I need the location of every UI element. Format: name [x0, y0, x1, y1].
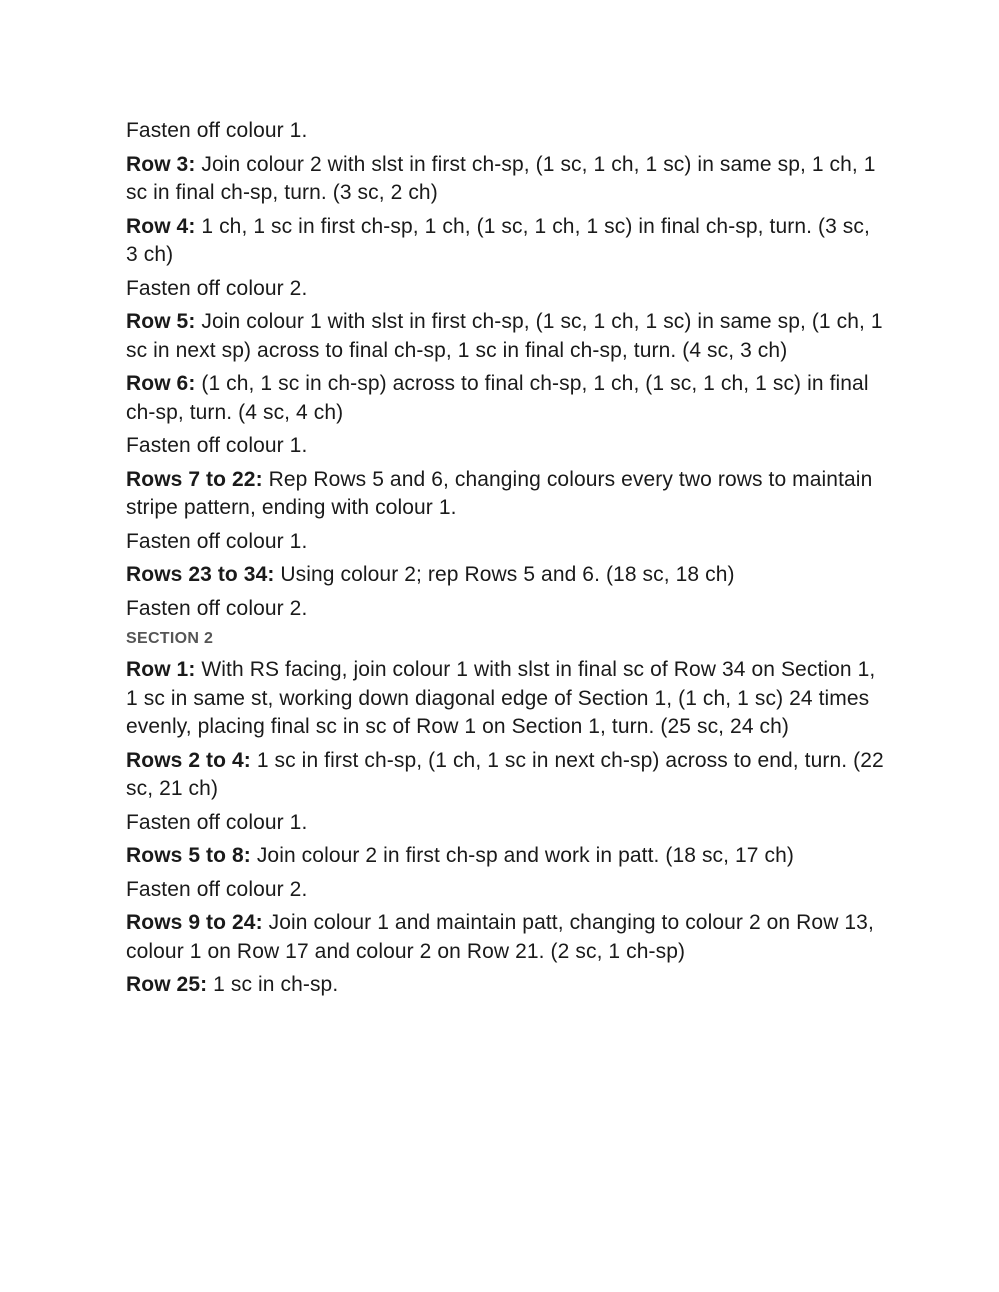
row-label: Rows 9 to 24: [126, 911, 263, 934]
row-text: Rep Rows 5 and 6, changing colours every two rows to maintain stripe pattern, ending with colour 1. [126, 467, 873, 519]
row-label: Rows 7 to 22: [126, 467, 263, 491]
row-instruction [126, 747, 886, 804]
row-label: Row 1: [126, 658, 196, 681]
row-text: Join colour 1 with slst in first ch-sp, (1 sc, 1 ch, 1 sc) in same sp, (1 ch, 1 sc in next sp) across to final ch-sp, 1 sc in final ch-sp, turn. (4 sc, 3 ch) [126, 310, 883, 362]
row-text: 1 sc in first ch-sp, (1 ch, 1 sc in next ch-sp) across to end, turn. (22 sc, 21 ch) [126, 748, 884, 800]
row-text: With RS facing, join colour 1 with slst in final sc of Row 34 on Section 1, 1 sc in same st, working down diagonal edge of Section 1, (1 ch, 1 sc) 24 times evenly, placing final sc in sc of Row 1 on Section 1, turn. (25 sc, 24 ch) [126, 658, 876, 738]
row-text: Join colour 2 in first ch-sp and work in patt. (18 sc, 17 ch) [250, 844, 794, 867]
fasten-off-note: Fasten off colour 2. [126, 877, 308, 901]
fasten-off-note: Fasten off colour 2. [126, 276, 308, 300]
section-heading: SECTION 2 [126, 630, 214, 647]
row-instruction [126, 466, 886, 523]
row-instruction [126, 656, 886, 742]
fasten-off-note: Fasten off colour 1. [126, 810, 308, 834]
row-label: Row 5: [126, 310, 196, 333]
row-instruction [126, 151, 886, 208]
row-instruction [126, 308, 886, 365]
row-instruction [126, 213, 886, 270]
row-text: 1 sc in ch-sp. [207, 973, 339, 996]
row-instruction [126, 561, 886, 590]
row-label: Rows 2 to 4: [126, 748, 251, 772]
row-text: 1 ch, 1 sc in first ch-sp, 1 ch, (1 sc, 1 ch, 1 sc) in final ch-sp, turn. (3 sc, 3 ch) [126, 214, 870, 266]
fasten-off-note: Fasten off colour 2. [126, 596, 308, 620]
row-label: Row 3: [126, 152, 196, 176]
row-label: Rows 5 to 8: [126, 844, 251, 867]
row-label: Row 25: [126, 973, 208, 996]
pattern-document [126, 117, 886, 1005]
row-text: (1 ch, 1 sc in ch-sp) across to final ch-sp, 1 ch, (1 sc, 1 ch, 1 sc) in final ch-sp, turn. (4 sc, 4 ch) [126, 372, 869, 424]
row-label: Rows 23 to 34: [126, 563, 275, 586]
row-instruction [126, 370, 886, 427]
row-label: Row 6: [126, 372, 196, 395]
row-instruction [126, 842, 886, 871]
row-text: Using colour 2; rep Rows 5 and 6. (18 sc, 18 ch) [274, 563, 735, 586]
fasten-off-note: Fasten off colour 1. [126, 529, 308, 553]
fasten-off-note: Fasten off colour 1. [126, 119, 308, 142]
row-instruction [126, 971, 886, 1000]
row-text: Join colour 1 and maintain patt, changing to colour 2 on Row 13, colour 1 on Row 17 and colour 2 on Row 21. (2 sc, 1 ch-sp) [126, 911, 874, 963]
row-instruction [126, 909, 886, 966]
row-text: Join colour 2 with slst in first ch-sp, (1 sc, 1 ch, 1 sc) in same sp, 1 ch, 1 sc in final ch-sp, turn. (3 sc, 2 ch) [126, 152, 876, 204]
fasten-off-note: Fasten off colour 1. [126, 434, 308, 457]
row-label: Row 4: [126, 214, 196, 238]
